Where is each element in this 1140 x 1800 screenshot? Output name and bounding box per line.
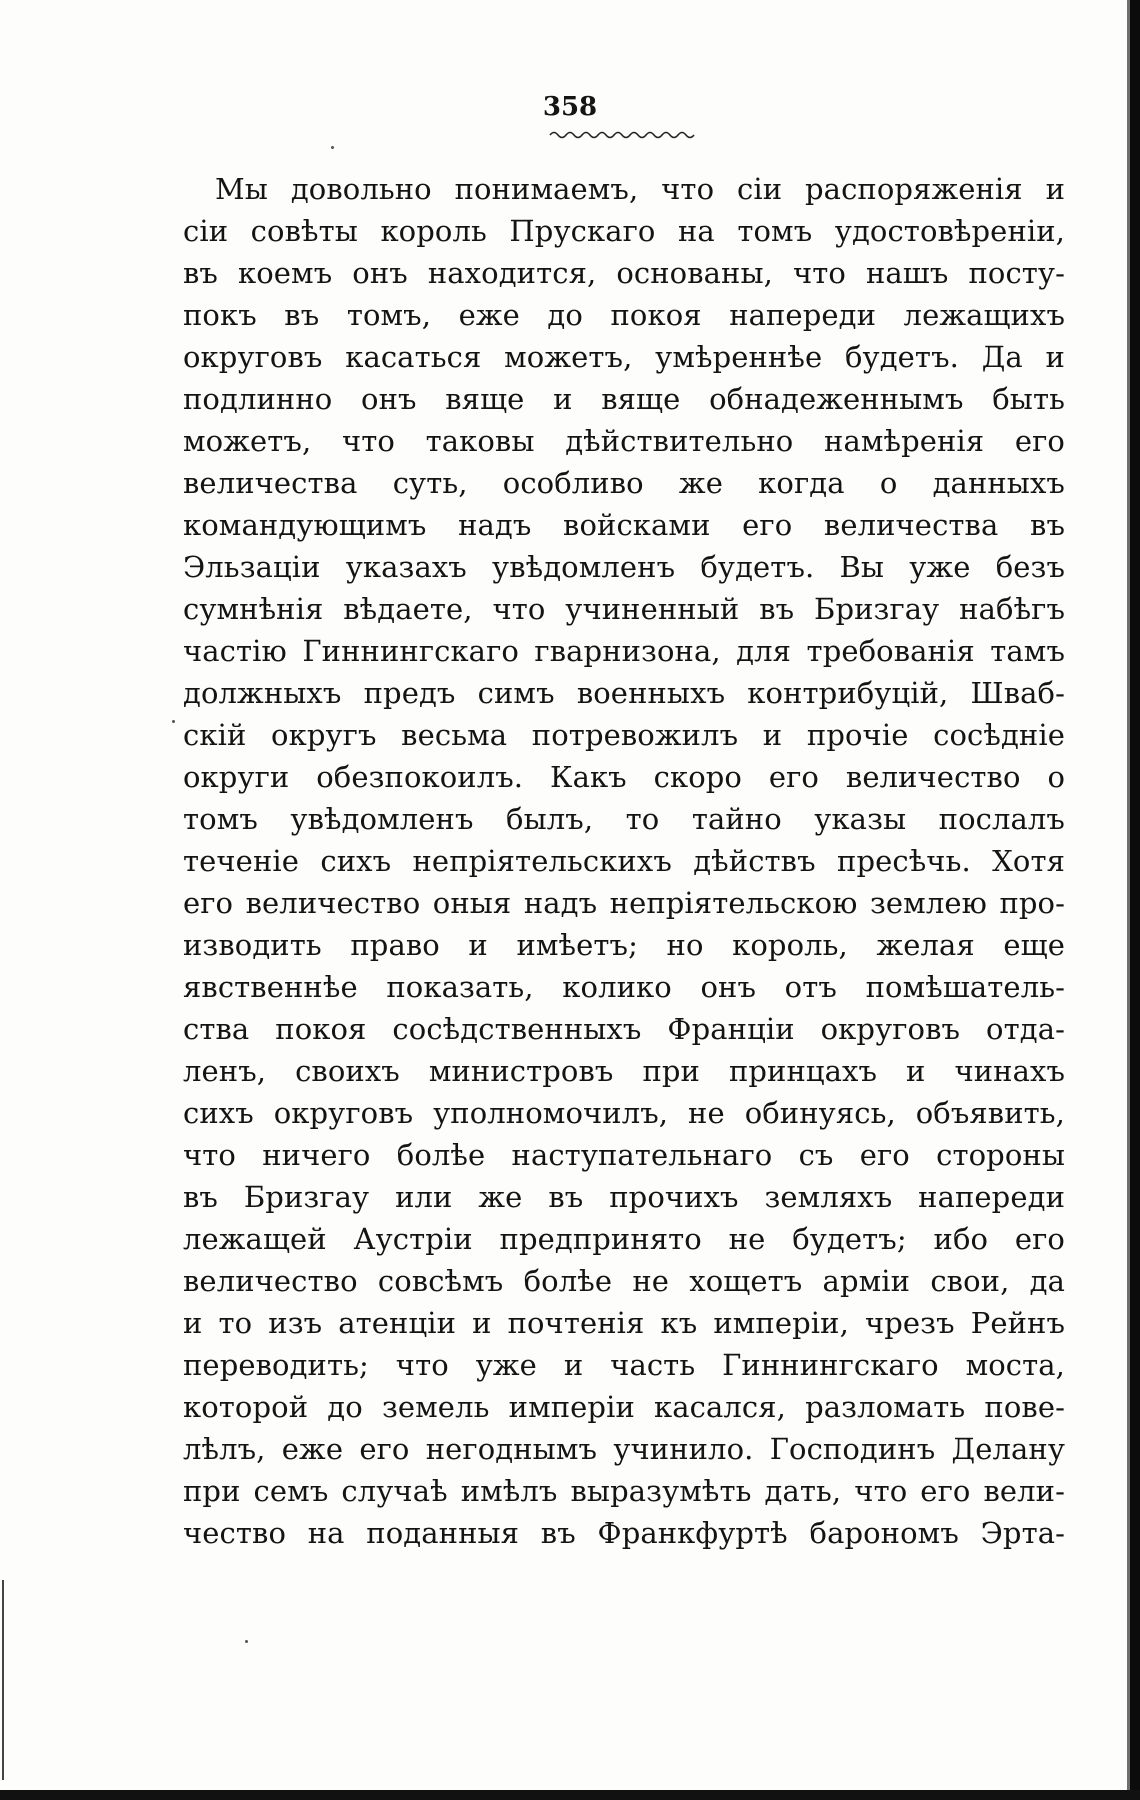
scan-edge-shadow <box>1127 0 1130 1800</box>
page-number: 358 <box>542 92 598 122</box>
scan-edge-bottom <box>0 1790 1140 1800</box>
text-line: Мы довольно понимаемъ, что сіи распоряженія и <box>215 172 1065 206</box>
scan-speck <box>172 720 175 723</box>
wavy-ornament <box>548 128 696 142</box>
scan-speck <box>331 146 334 149</box>
text-line: ства покоя сосѣдственныхъ Франціи округовъ отда- <box>183 1012 1065 1046</box>
text-line: при семъ случаѣ имѣлъ выразумѣть дать, что его вели- <box>183 1474 1065 1508</box>
text-line: сіи совѣты король Прускаго на томъ удостовѣреніи, <box>183 214 1065 248</box>
scan-speck <box>245 1640 248 1643</box>
text-line: сумнѣнія вѣдаете, что учиненный въ Бризгау набѣгъ <box>183 592 1065 626</box>
scan-edge-left <box>2 1580 4 1780</box>
text-line: должныхъ предъ симъ военныхъ контрибуцій, Шваб- <box>183 676 1065 710</box>
text-line: теченіе сихъ непріятельскихъ дѣйствъ пресѣчь. Хотя <box>183 844 1065 878</box>
text-line: ленъ, своихъ министровъ при принцахъ и чинахъ <box>183 1054 1065 1088</box>
text-line: сихъ округовъ уполномочилъ, не обинуясь, объявить, <box>183 1096 1065 1130</box>
text-line: величества суть, особливо же когда о данныхъ <box>183 466 1065 500</box>
text-line: переводить; что уже и часть Гиннингскаго моста, <box>183 1348 1065 1382</box>
text-line: покъ въ томъ, еже до покоя напереди лежащихъ <box>183 298 1065 332</box>
text-line: подлинно онъ вяще и вяще обнадеженнымъ быть <box>183 382 1065 416</box>
text-line: округи обезпокоилъ. Какъ скоро его величество о <box>183 760 1065 794</box>
text-line: величество совсѣмъ болѣе не хощетъ арміи свои, да <box>183 1264 1065 1298</box>
text-line: изводить право и имѣетъ; но король, желая еще <box>183 928 1065 962</box>
text-line: томъ увѣдомленъ былъ, то тайно указы послалъ <box>183 802 1065 836</box>
text-line: Эльзаціи указахъ увѣдомленъ будетъ. Вы уже безъ <box>183 550 1065 584</box>
text-line: которой до земель имперіи касался, разломать пове- <box>183 1390 1065 1424</box>
text-line: командующимъ надъ войсками его величества въ <box>183 508 1065 542</box>
text-line: лѣлъ, еже его негоднымъ учинило. Господинъ Делану <box>183 1432 1065 1466</box>
scan-edge-right <box>1130 0 1140 1800</box>
text-line: явственнѣе показать, колико онъ отъ помѣшатель- <box>183 970 1065 1004</box>
text-line: что ничего болѣе наступательнаго съ его стороны <box>183 1138 1065 1172</box>
text-line: чество на поданныя въ Франкфуртѣ барономъ Эрта- <box>183 1516 1065 1550</box>
text-line: скій округъ весьма потревожилъ и прочіе сосѣдніе <box>183 718 1065 752</box>
text-line: частію Гиннингскаго гварнизона, для требованія тамъ <box>183 634 1065 668</box>
text-line: и то изъ атенціи и почтенія къ имперіи, чрезъ Рейнъ <box>183 1306 1065 1340</box>
text-line: можетъ, что таковы дѣйствительно намѣренія его <box>183 424 1065 458</box>
text-line: въ коемъ онъ находится, основаны, что нашъ посту- <box>183 256 1065 290</box>
text-line: округовъ касаться можетъ, умѣреннѣе будетъ. Да и <box>183 340 1065 374</box>
text-line: лежащей Аустріи предпринято не будетъ; ибо его <box>183 1222 1065 1256</box>
text-line: его величество оныя надъ непріятельскою землею про- <box>183 886 1065 920</box>
text-line: въ Бризгау или же въ прочихъ земляхъ напереди <box>183 1180 1065 1214</box>
